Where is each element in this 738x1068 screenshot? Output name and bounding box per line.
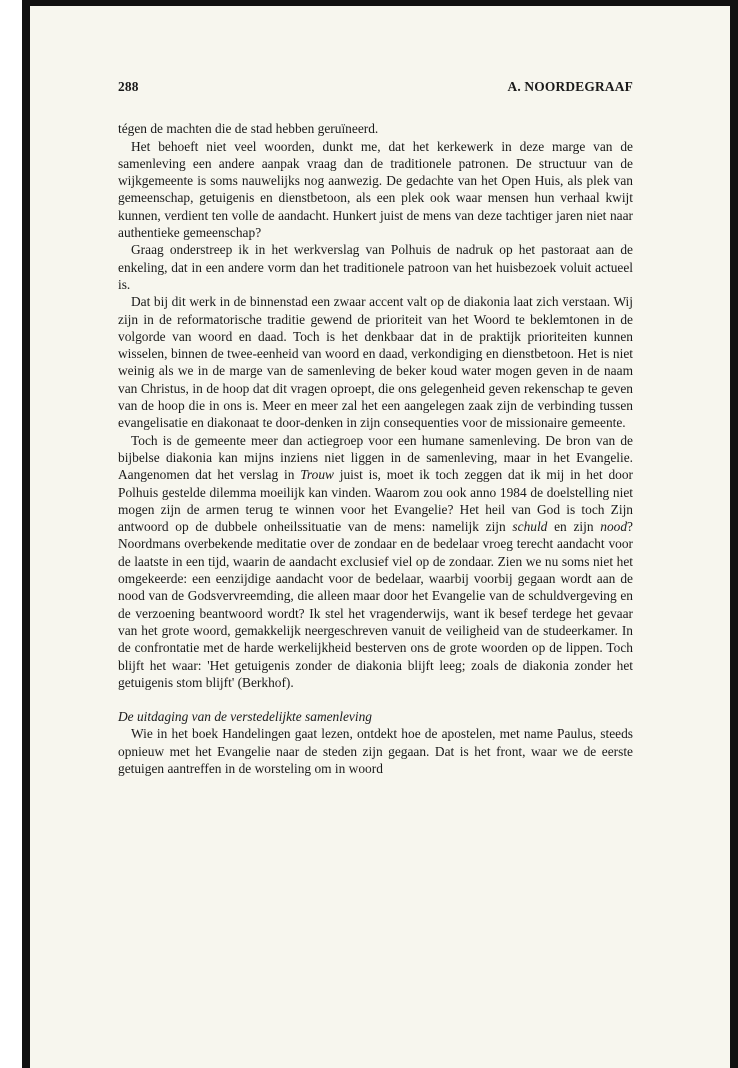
paragraph-1: tégen de machten die de stad hebben geruïneerd. — [118, 121, 379, 137]
p5-schuld: schuld — [512, 519, 548, 535]
scan-margin — [0, 0, 22, 1068]
page-content — [118, 78, 633, 777]
running-header — [118, 78, 633, 95]
paragraph-3: Graag onderstreep ik in het werkverslag van Polhuis de nadruk op het pastoraat aan de enkeling, dat in een andere vorm dan het traditionele patroon van het huisbezoek voluit actueel is. — [118, 242, 633, 292]
paragraph-6: Wie in het boek Handelingen gaat lezen, ontdekt hoe de apostelen, met name Paulus, steeds opnieuw met het Evangelie naar de steden zijn gegaan. Dat is het front, waar we de eerste getuigen aantreffen in de worsteling om in woord — [118, 726, 633, 776]
p5-text-b: juist is, moet ik toch zeggen dat ik mij in het door Polhuis gestelde dilemma moeilijk kan vinden. Waarom zou ook anno 1984 de doelstelling niet mogen zijn de armen terug te winnen voor het Evangelie? Het heil van God is toch Zijn antwoord op de dubbele onheilssituatie van de mens: namelijk zijn — [118, 467, 633, 535]
p5-trouw: Trouw — [300, 467, 334, 483]
paragraph-4: Dat bij dit werk in de binnenstad een zwaar accent valt op de diakonia laat zich verstaan. Wij zijn in de reformatorische traditie gewend de prioriteit van het Woord te beklemtonen in de volgorde van woord en daad. Toch is het denkbaar dat in de praktijk prioriteiten kunnen wisselen, binnen de twee-eenheid van woord en daad, verkondiging en dienstbetoon. Het is niet weinig als we in de marge van de samenleving de beker koud water mogen geven in de naam van Christus, in de hoop dat dit vragen oproept, die ons gelegenheid geven rekenschap te geven van de hoop die in ons is. Meer en meer zal het een aangelegen zaak zijn de verbinding tussen evangelisatie en diakonaat te door-denken in zijn consequenties voor de missionaire gemeente. — [118, 294, 633, 431]
p5-text-d: ? Noordmans overbekende meditatie over de zondaar en de bedelaar vroeg terecht aandacht voor de laatste in een tijd, waarin de aandacht exclusief viel op de zondaar. Zien we nu soms niet het omgekeerde: een eenzijdige aandacht voor de bedelaar, waarbij voorbij gegaan wordt aan de nood van de Godsvervreemding, die alleen maar door het Evangelie van de schuldvergeving en de verzoening beantwoord wordt? Ik stel het vragenderwijs, want ik besef terdege het gevaar van het grote woord, gemakkelijk neergeschreven vanuit de veiligheid van de studeerkamer. In de confrontatie met de harde werkelijkheid besterven ons de grote woorden op de lippen. Toch blijft het waar: 'Het getuigenis zonder de diakonia blijft leeg; zoals de diakonia zonder het getuigenis stom blijft' (Berkhof). — [118, 519, 633, 690]
running-title: A. NOORDEGRAAF — [507, 79, 633, 94]
scan-border-top — [22, 0, 738, 6]
section-heading: De uitdaging van de verstedelijkte samenleving — [118, 709, 372, 725]
page-number: 288 — [118, 79, 139, 94]
paragraph-2: Het behoeft niet veel woorden, dunkt me, dat het kerkewerk in deze marge van de samenleving een andere aanpak vraag dan de traditionele patronen. De structuur van de wijkgemeente is soms nauwelijks nog aanwezig. De gedachte van het Open Huis, als plek van gemeenschap, getuigenis en dienstbetoon, als een plek ook waar mensen hun verhaal kwijt kunnen, verdient ten volle de aandacht. Hunkert juist de mens van deze tachtiger jaren niet naar authentieke gemeenschap? — [118, 138, 633, 241]
scan-border-left — [22, 0, 30, 1068]
p5-nood: nood — [600, 519, 628, 535]
p5-text-c: en zijn — [547, 519, 601, 535]
p5-text-a: Toch is de gemeente meer dan actiegroep voor een humane samenleving. De bron van de bijbelse diakonia kan mijns inziens niet liggen in de samenleving, maar in het Evangelie. Aangenomen dat het verslag in — [118, 432, 633, 483]
scan-border-right — [730, 0, 738, 1068]
paragraph-5 — [118, 432, 633, 691]
